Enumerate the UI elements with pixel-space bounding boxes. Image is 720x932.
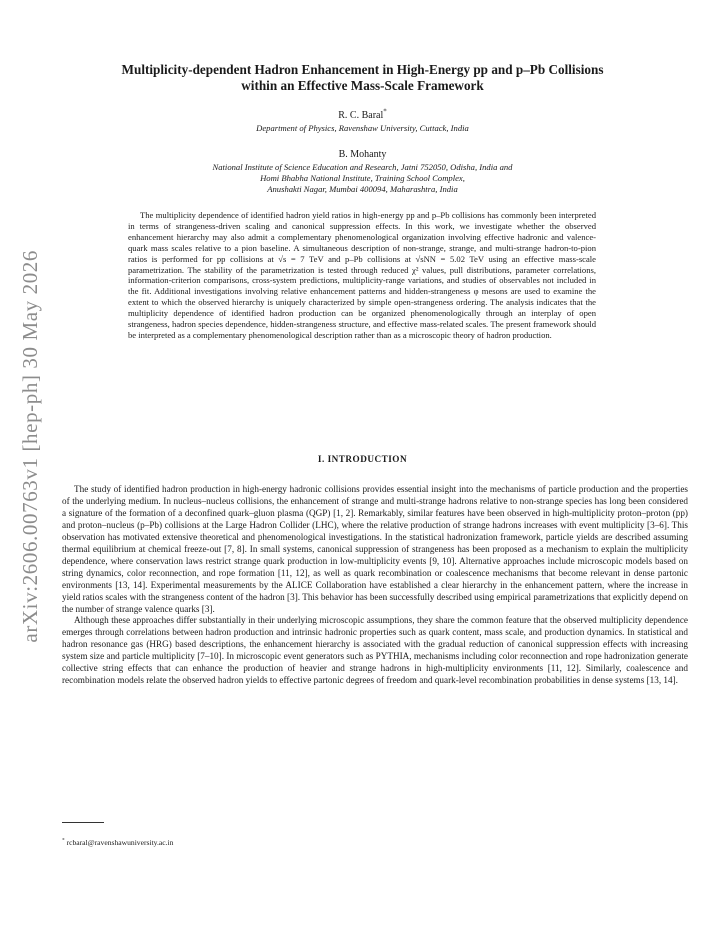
author-2-name: B. Mohanty bbox=[338, 149, 387, 160]
paper-title bbox=[60, 62, 665, 94]
author-1-mark: * bbox=[383, 107, 387, 116]
affiliation-line: National Institute of Science Education and Research, Jatni 752050, Odisha, India and bbox=[212, 162, 513, 172]
author-1-name: R. C. Baral bbox=[338, 110, 384, 121]
abstract bbox=[128, 210, 596, 341]
footnote-rule bbox=[62, 822, 104, 823]
affiliation-line: Homi Bhabha National Institute, Training School Complex, bbox=[260, 173, 465, 183]
section-body bbox=[62, 484, 688, 687]
author-2-affiliation bbox=[60, 162, 665, 195]
author-2 bbox=[60, 149, 665, 160]
footnote bbox=[62, 838, 173, 847]
affiliation-line: Department of Physics, Ravenshaw University, Cuttack, India bbox=[256, 123, 469, 133]
footnote-mark: * bbox=[62, 837, 65, 844]
affiliation-line: Anushakti Nagar, Mumbai 400094, Maharashtra, India bbox=[267, 184, 458, 194]
body-paragraph: Although these approaches differ substantially in their underlying microscopic assumptions, they share the common feature that the observed multiplicity dependence emerges through correlations between hadron production and intrinsic hadronic properties such as quark content, mass scale, and production dynamics. In statistical and hadron resonance gas (HRG) based descriptions, the enhancement hierarchy is associated with the gradual reduction of canonical suppression effects with increasing system size and particle multiplicity [7–10]. In microscopic event generators such as PYTHIA, mechanisms including color reconnection and rope hadronization generate collective string effects that can enhance the production of heavier and strange hadrons in high-multiplicity environments [11, 12]. Similarly, coalescence and recombination models relate the observed hadron yields to effective partonic degrees of freedom and quark-level recombination probabilities in dense systems [13, 14]. bbox=[62, 615, 688, 686]
section-heading: I. INTRODUCTION bbox=[317, 454, 408, 464]
author-1-affiliation bbox=[60, 123, 665, 134]
footnote-email: rcbaral@ravenshawuniversity.ac.in bbox=[66, 838, 174, 847]
body-paragraph: The study of identified hadron production in high-energy hadronic collisions provides essential insight into the mechanisms of particle production and the properties of the underlying medium. In nucleus–nucleus collisions, the enhancement of strange and multi-strange hadrons relative to non-strange species has long been considered a signature of the formation of a deconfined quark–gluon plasma (QGP) [1, 2]. Remarkably, similar features have been observed in high-multiplicity proton–proton (pp) and proton–nucleus (p–Pb) collisions at the Large Hadron Collider (LHC), where the relative production of strange hadrons increases with event multiplicity [3–6]. This observation has motivated extensive theoretical and phenomenological investigations. In the statistical hadronization framework, particle yields are described assuming thermal equilibrium at chemical freeze-out [7, 8]. In small systems, canonical suppression of strangeness has been proposed as a mechanism to explain the multiplicity dependence, where conservation laws restrict strange quark production in low-multiplicity events [9, 10]. Alternative approaches include microscopic models based on string dynamics, color reconnection, and rope formation [11, 12], as well as quark recombination or coalescence mechanisms that become relevant in dense partonic environments [13, 14]. Experimental measurements by the ALICE Collaboration have established a clear hierarchy in the enhancement pattern, where the increase in yield ratios scales with the strangeness content of the hadron [3]. This behavior has been successfully described using empirical parametrizations that explicitly depend on the number of strange valence quarks [3]. bbox=[62, 484, 688, 614]
author-1 bbox=[60, 107, 665, 121]
title-line-2: within an Effective Mass-Scale Framework bbox=[241, 78, 484, 93]
abstract-text: The multiplicity dependence of identified hadron yield ratios in high-energy pp and p–Pb collisions has commonly been interpreted in terms of strangeness-driven scaling and canonical suppression effects. In this work, we investigate whether the observed enhancement hierarchy may also admit a complementary phenomenological organization involving effective hadronic and valence-quark mass scales relative to a pion baseline. A simultaneous description of non-strange, strange, and multi-strange hadron-to-pion ratios is performed for pp collisions at √s = 7 TeV and p–Pb collisions at √sNN = 5.02 TeV using an effective mass-scale parametrization. The stability of the parametrization is tested through reduced χ² values, pull distributions, parameter correlations, information-criterion comparisons, cross-system predictions, multiplicity-range variations, and studies of observables not included in the fit. Additional investigations involving relative enhancement patterns and hidden-strangeness φ mesons are used to examine the extent to which the observed hierarchy is uniquely characterized by simple open-strangeness ordering. The analysis indicates that the multiplicity dependence of identified hadron production can be organized phenomenologically through an interplay of open strangeness, hadron species dependence, hidden-strangeness structure, and effective mass-related scales. The present framework should be interpreted as a complementary phenomenological description rather than as a microscopic theory of hadron production. bbox=[128, 210, 596, 340]
title-line-1: Multiplicity-dependent Hadron Enhancement in High-Energy pp and p–Pb Collisions bbox=[121, 62, 604, 77]
arxiv-identifier: arXiv:2606.00763v1 [hep-ph] 30 May 2026 bbox=[18, 250, 42, 643]
